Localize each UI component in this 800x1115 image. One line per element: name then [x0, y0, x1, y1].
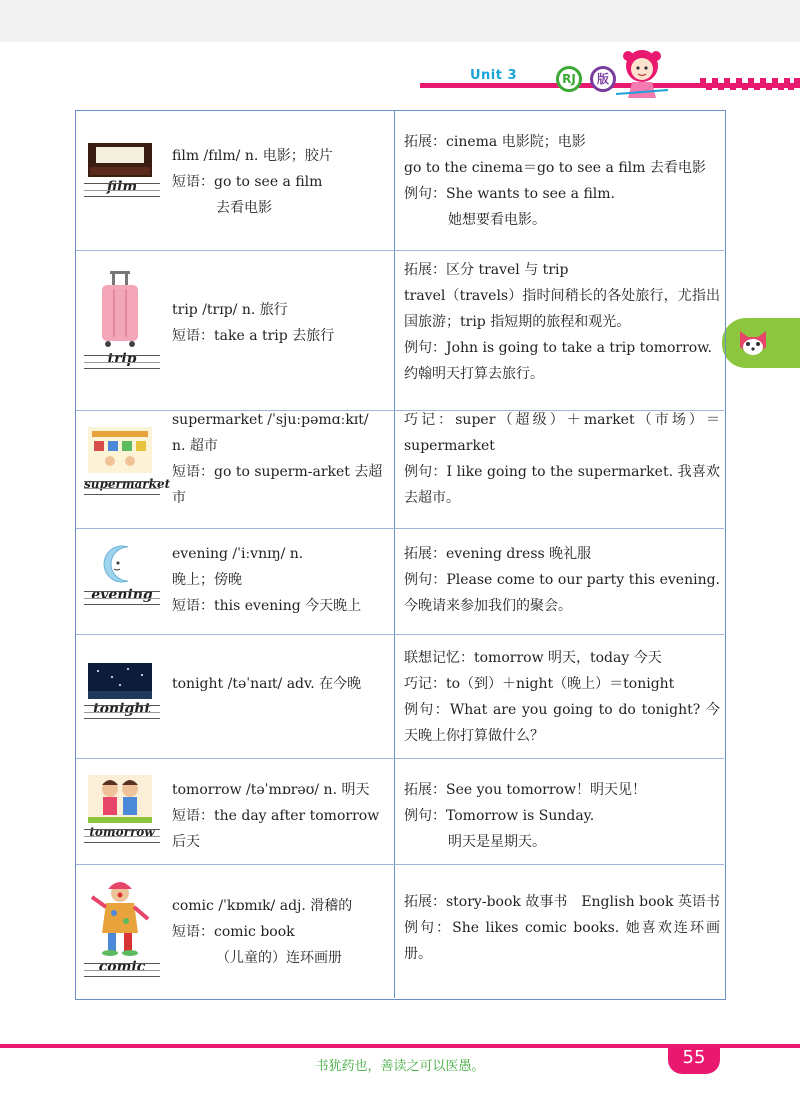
definition-cell [172, 777, 390, 855]
phrase-line: 短语：comic book [172, 924, 295, 940]
example-line: 例句：Please come to our party this evening. 今晚请来参加我们的聚会。 [404, 572, 720, 614]
example-translation: 她想要看电影。 [448, 212, 546, 228]
note-line: travel（travels）指时间稍长的各处旅行，尤指出国旅游；trip 指短期的旅程和观光。 [404, 288, 720, 330]
example-line: 例句：I like going to the supermarket. 我喜欢去超市。 [404, 464, 720, 506]
word-picture [84, 271, 156, 381]
vocabulary-table [75, 110, 726, 1000]
handwriting-lines [84, 481, 160, 495]
notes-cell [404, 889, 720, 967]
phrase-line: 短语：take a trip 去旅行 [172, 328, 335, 344]
notes-cell [404, 257, 720, 387]
suitcase-icon [88, 271, 152, 349]
definition-line: tonight /təˈnaɪt/ adv. 在今晚 [172, 676, 362, 692]
phrase-line: 短语：the day after tomorrow 后天 [172, 808, 380, 850]
definition-line: film /fɪlm/ n. 电影；胶片 [172, 148, 333, 164]
notes-cell [404, 407, 720, 511]
note-line: go to the cinema＝go to see a film 去看电影 [404, 160, 706, 176]
night-sky-icon [88, 663, 152, 699]
word-picture [84, 663, 156, 743]
table-row [76, 251, 724, 411]
memory-tip-line: 巧记：super（超级）＋market（市场）＝supermarket [404, 412, 720, 454]
note-line: 拓展：See you tomorrow！明天见！ [404, 782, 646, 798]
handwriting-lines [84, 183, 160, 197]
two-children-icon [88, 775, 152, 823]
word-label: tomorrow [89, 825, 155, 839]
definition-line: tomorrow /təˈmɒrəʊ/ n. 明天 [172, 782, 370, 798]
notes-cell [404, 645, 720, 749]
header-band [0, 0, 800, 42]
clown-icon [88, 879, 152, 957]
example-line: 例句：What are you going to do tonight? 今天晚上你打算做什么？ [404, 702, 720, 744]
handwriting-lines [84, 829, 160, 843]
table-row [76, 111, 724, 251]
phrase-translation: （儿童的）连环画册 [216, 950, 342, 966]
phrase-line: 短语：this evening 今天晚上 [172, 598, 362, 614]
page-header [0, 0, 800, 108]
edition-badge-ban: 版 [590, 66, 616, 92]
word-label: trip [107, 351, 137, 367]
phrase-line: 短语：go to superm-arket 去超市 [172, 464, 383, 506]
definition-cell [172, 297, 390, 349]
note-line: 拓展：story-book 故事书 English book 英语书 [404, 894, 720, 910]
word-picture [84, 427, 171, 517]
definition-cell [172, 407, 390, 511]
notes-cell [404, 541, 720, 619]
table-row [76, 759, 724, 865]
word-picture [84, 543, 156, 623]
definition-cell [172, 671, 390, 697]
unit-label: Unit 3 [470, 68, 518, 83]
handwriting-lines [84, 963, 160, 977]
example-line: 例句：She likes comic books. 她喜欢连环画册。 [404, 920, 720, 962]
table-row [76, 865, 724, 998]
definition-cell [172, 893, 390, 971]
handwriting-lines [84, 591, 160, 605]
footer-motto: 书犹药也，善读之可以医愚。 [315, 1059, 485, 1074]
checker-pattern-icon [700, 74, 800, 92]
definition-cell [172, 143, 390, 221]
phrase-line: 短语：go to see a film [172, 174, 323, 190]
example-translation: 约翰明天打算去旅行。 [404, 366, 544, 382]
girl-mascot-icon [612, 44, 672, 102]
note-line: 拓展：evening dress 晚礼服 [404, 546, 592, 562]
side-tab [722, 318, 800, 368]
word-label: film [106, 179, 138, 195]
table-row [76, 411, 724, 529]
handwriting-lines [84, 705, 160, 719]
supermarket-shelf-icon [88, 427, 152, 473]
handwriting-lines [84, 355, 160, 369]
phrase-translation: 去看电影 [216, 200, 272, 216]
notes-cell [404, 129, 720, 233]
crescent-moon-icon [88, 543, 152, 585]
fox-mascot-icon [736, 327, 770, 359]
cinema-screen-icon [88, 143, 152, 177]
word-label: tonight [93, 701, 151, 717]
edition-badge-rj: RJ [556, 66, 582, 92]
word-label: comic [98, 959, 146, 975]
example-line: 例句：Tomorrow is Sunday. [404, 808, 595, 824]
memory-tip-line: 巧记：to（到）＋night（晚上）＝tonight [404, 676, 675, 692]
definition-meaning: 晚上；傍晚 [172, 572, 242, 588]
note-line: 拓展：cinema 电影院；电影 [404, 134, 586, 150]
word-label: evening [91, 587, 153, 603]
word-picture [84, 143, 156, 223]
definition-line: evening /ˈiːvnɪŋ/ n. [172, 546, 304, 562]
page-number: 55 [682, 1047, 706, 1068]
example-line: 例句：She wants to see a film. [404, 186, 615, 202]
definition-line: trip /trɪp/ n. 旅行 [172, 302, 288, 318]
word-label: supermarket [84, 477, 171, 491]
definition-line: comic /ˈkɒmɪk/ adj. 滑稽的 [172, 898, 353, 914]
word-picture [84, 879, 156, 989]
definition-meaning: n. 超市 [172, 438, 218, 454]
association-line: 联想记忆：tomorrow 明天，today 今天 [404, 650, 662, 666]
note-line: 拓展：区分 travel 与 trip [404, 262, 569, 278]
example-translation: 明天是星期天。 [448, 834, 546, 850]
notes-cell [404, 777, 720, 855]
table-row [76, 529, 724, 635]
example-line: 例句：John is going to take a trip tomorrow. [404, 340, 712, 356]
definition-line: supermarket /ˈsjuːpəmɑːkɪt/ [172, 412, 369, 428]
word-picture [84, 775, 156, 859]
table-row [76, 635, 724, 759]
definition-cell [172, 541, 390, 619]
